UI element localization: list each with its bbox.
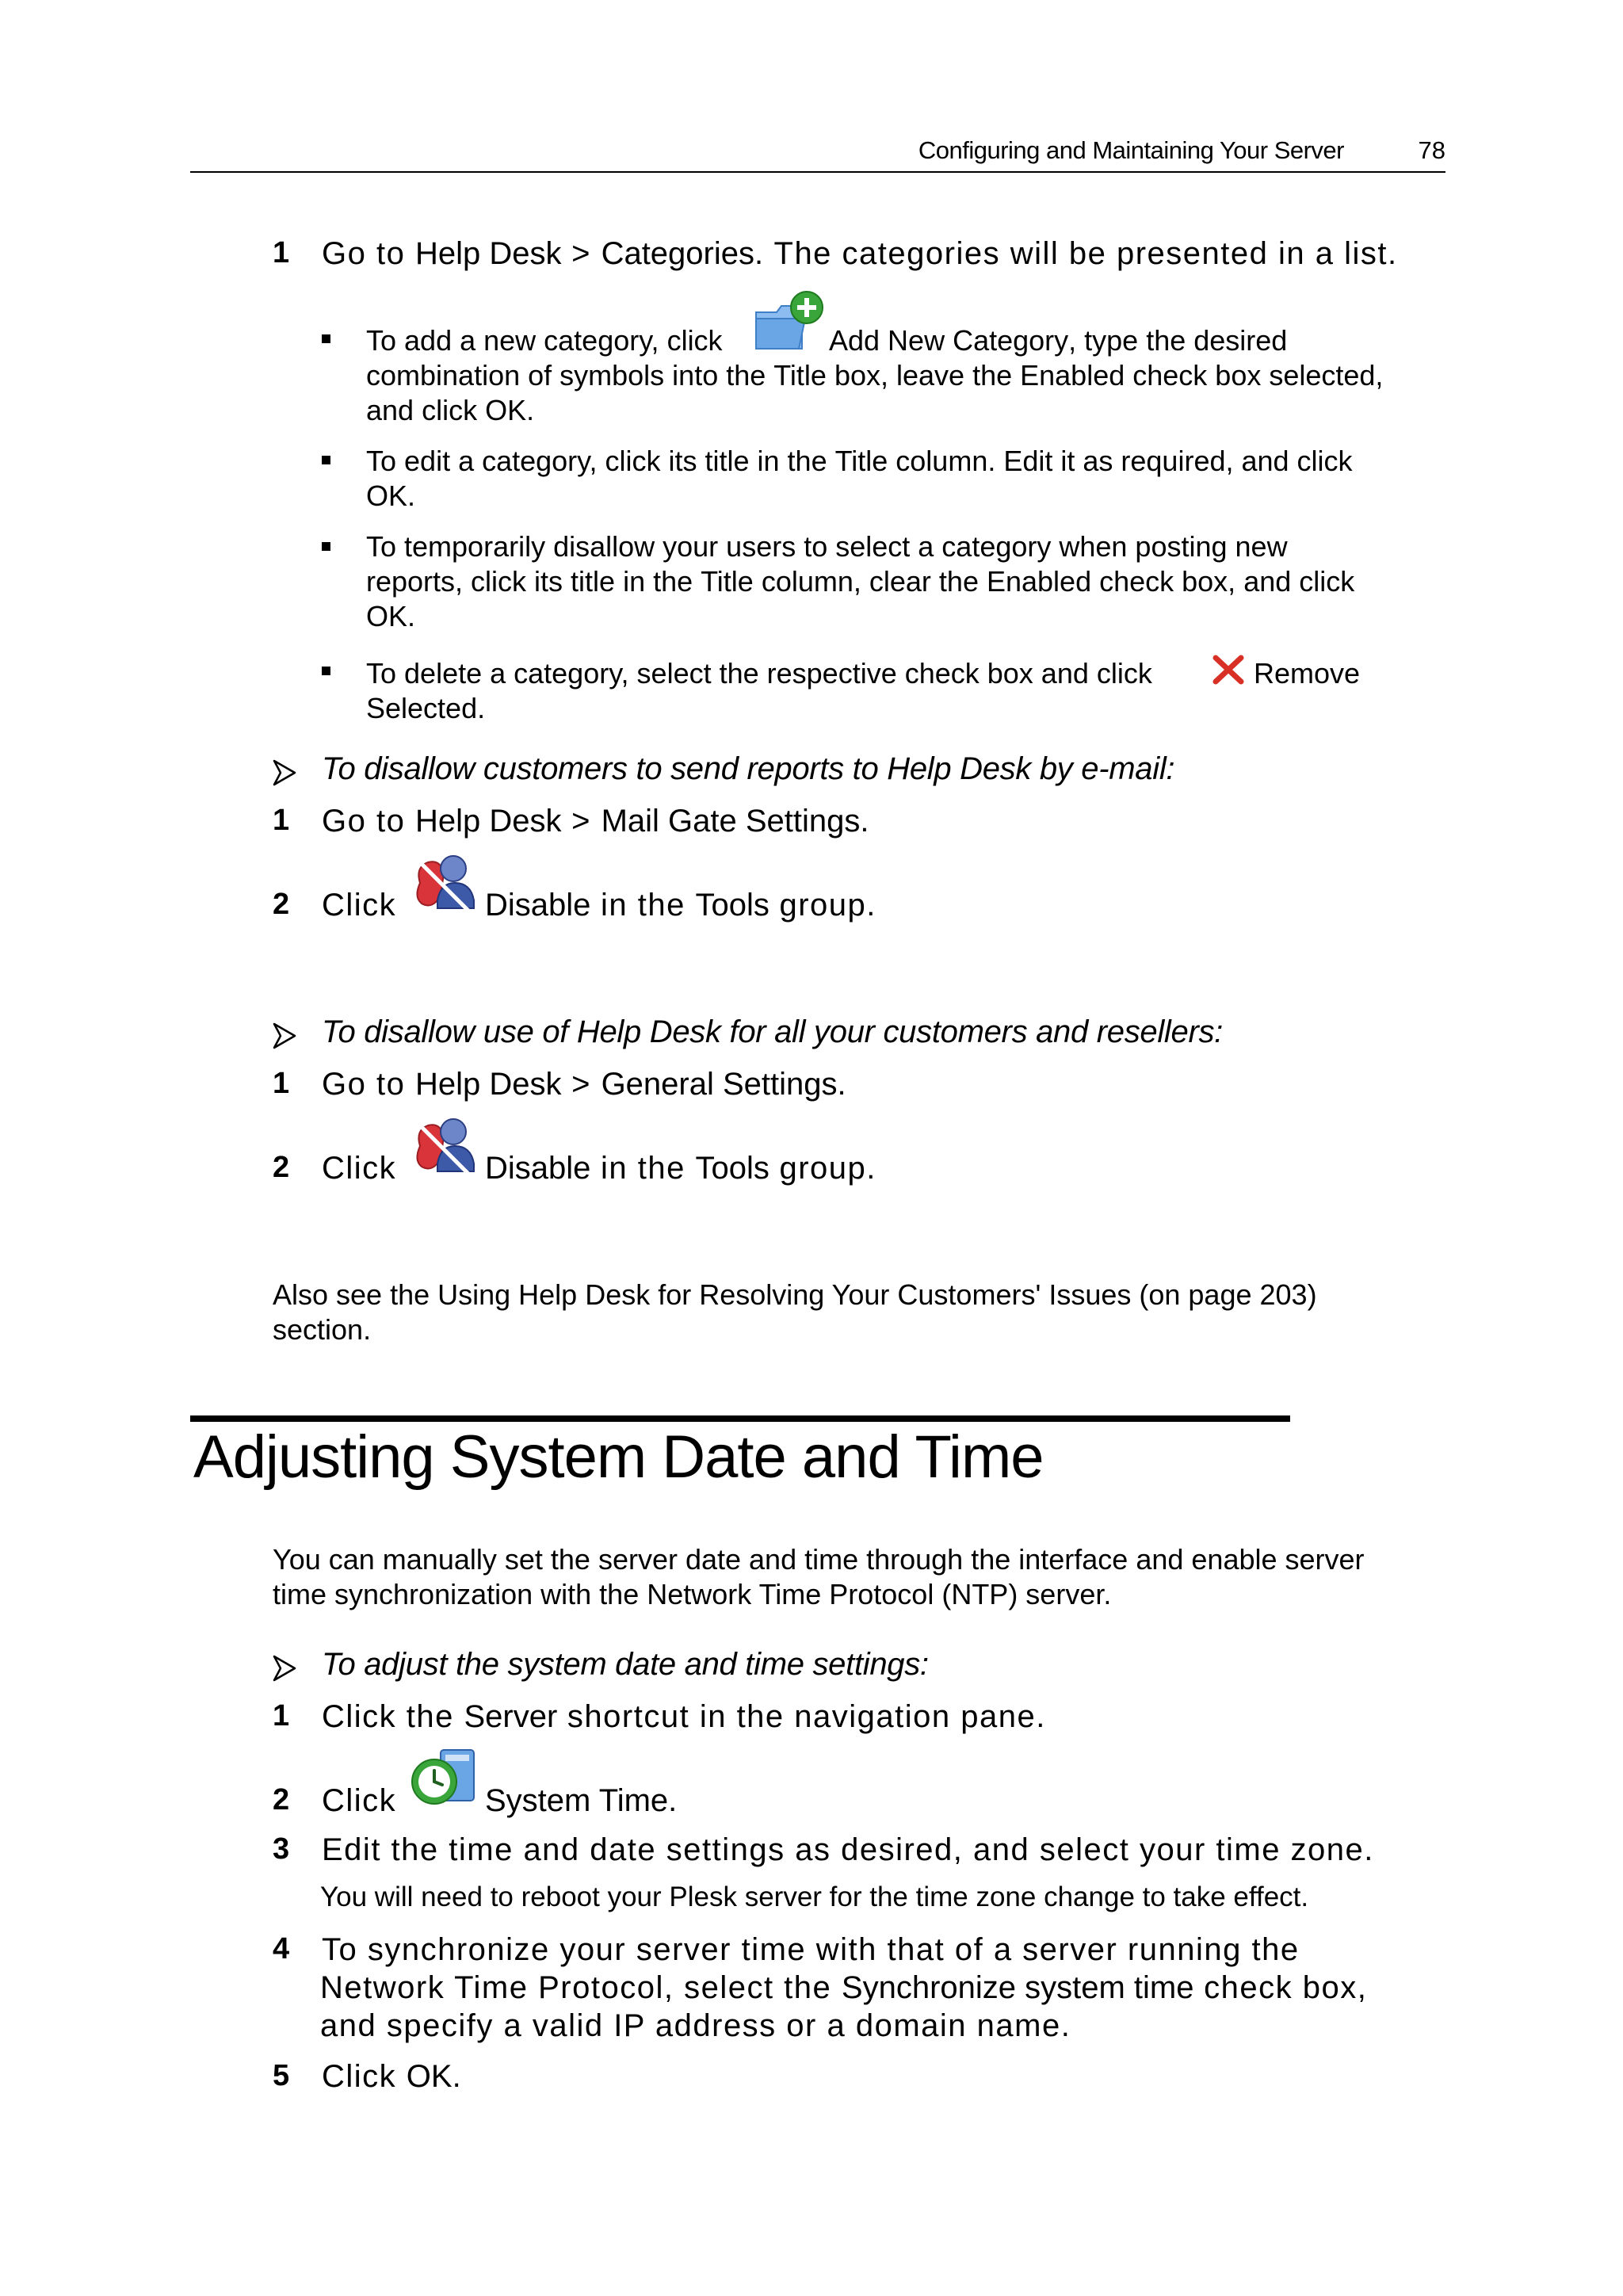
bullet-delete-line1-end bbox=[1254, 656, 1360, 691]
time-step2-text-end: System Time. bbox=[485, 1783, 678, 1818]
clock-icon bbox=[409, 1745, 480, 1813]
time-step1-text: Click the Server shortcut in the navigation pane. bbox=[322, 1699, 1046, 1734]
time-step4-line1: To synchronize your server time with that of a server running the bbox=[322, 1932, 1300, 1967]
time-step5-text: Click OK. bbox=[322, 2059, 463, 2094]
bullet-add-line2: combination of symbols into the Title box, leave the Enabled check box selected, bbox=[366, 359, 1384, 392]
bullet-add-line1-end: Add New Category, type the desired bbox=[829, 324, 1288, 357]
remove-label: Remove bbox=[1254, 657, 1361, 690]
bullet bbox=[322, 542, 330, 551]
procedure-title-email: To disallow customers to send reports to Help Desk by e-mail: bbox=[322, 751, 1175, 786]
step-number: 1 bbox=[273, 804, 290, 837]
procedure-arrow-icon bbox=[273, 1022, 296, 1049]
section-rule bbox=[190, 1415, 1290, 1422]
step-number: 2 bbox=[273, 1151, 290, 1184]
running-header bbox=[190, 136, 1445, 173]
add-folder-icon bbox=[753, 290, 826, 353]
bullet bbox=[322, 456, 330, 464]
also-see-line1 bbox=[273, 1278, 1317, 1312]
step-number: 5 bbox=[273, 2059, 290, 2092]
bullet-disallow-line3: OK. bbox=[366, 600, 416, 632]
menu-categories: Categories bbox=[601, 236, 754, 271]
section-intro-line1: You can manually set the server date and time through the interface and enable server bbox=[273, 1543, 1365, 1576]
procedure-arrow-icon bbox=[273, 759, 296, 786]
bullet-disallow-line1: To temporarily disallow your users to select a category when posting new bbox=[366, 530, 1288, 563]
bullet bbox=[322, 334, 330, 343]
time-note: You will need to reboot your Plesk server for the time zone change to take effect. bbox=[320, 1881, 1309, 1912]
bullet-edit-line1: To edit a category, click its title in the Title column. Edit it as required, and click bbox=[366, 445, 1353, 477]
disable-helpdesk-icon bbox=[409, 1114, 480, 1182]
disable-helpdesk-icon bbox=[409, 851, 480, 919]
step-number: 2 bbox=[273, 888, 290, 921]
procedure-title-all: To disallow use of Help Desk for all your customers and resellers: bbox=[322, 1014, 1223, 1049]
step-number: 1 bbox=[273, 1067, 290, 1100]
all-step2-text-start: Click bbox=[322, 1151, 397, 1186]
section-intro-line2: time synchronization with the Network Time Protocol (NTP) server. bbox=[273, 1578, 1112, 1610]
time-step3-text: Edit the time and date settings as desired, and select your time zone. bbox=[322, 1832, 1374, 1867]
step-number: 2 bbox=[273, 1783, 290, 1817]
bullet-edit-line2: OK. bbox=[366, 479, 416, 512]
bullet-delete-line2: Selected. bbox=[366, 692, 486, 724]
step-number: 1 bbox=[273, 1699, 290, 1733]
categories-step-text: Go to Help Desk > Categories. The categories will be presented in a list. bbox=[322, 236, 1398, 271]
red-x-icon bbox=[1212, 655, 1244, 685]
page-number: 78 bbox=[1418, 136, 1445, 164]
header-title: Configuring and Maintaining Your Server bbox=[918, 136, 1344, 164]
time-step2-text-start: Click bbox=[322, 1783, 397, 1818]
add-new-category-label: Add New Category bbox=[829, 324, 1069, 357]
email-step1-text: Go to Help Desk > Mail Gate Settings. bbox=[322, 804, 871, 839]
email-step2-text-end: Disable in the Tools group. bbox=[485, 888, 876, 923]
procedure-title-time: To adjust the system date and time settings: bbox=[322, 1647, 929, 1682]
step-number: 1 bbox=[273, 236, 290, 269]
step-number: 4 bbox=[273, 1932, 290, 1966]
time-step4-line3: and specify a valid IP address or a domain name. bbox=[320, 2008, 1071, 2043]
menu-help-desk: Help Desk bbox=[414, 236, 562, 271]
step-number: 3 bbox=[273, 1832, 290, 1866]
bullet bbox=[322, 667, 330, 675]
bullet-disallow-line2: reports, click its title in the Title column, clear the Enabled check box, and click bbox=[366, 565, 1355, 598]
bullet-delete-line1: To delete a category, select the respective check box and click bbox=[366, 657, 1152, 690]
all-step2-text-end: Disable in the Tools group. bbox=[485, 1151, 876, 1186]
all-step1-text: Go to Help Desk > General Settings. bbox=[322, 1067, 848, 1102]
also-see-line2: section. bbox=[273, 1313, 372, 1346]
bullet-add-line1: To add a new category, click bbox=[366, 324, 723, 357]
email-step2-text-start: Click bbox=[322, 888, 397, 923]
section-heading: Adjusting System Date and Time bbox=[193, 1423, 1044, 1491]
procedure-arrow-icon bbox=[273, 1655, 296, 1682]
also-see-link[interactable]: Also see the Using Help Desk for Resolving Your Customers' Issues (on page 203) bbox=[273, 1278, 1317, 1311]
bullet-add-line3: and click OK. bbox=[366, 394, 535, 426]
time-step4-line2: Network Time Protocol, select the Synchronize system time check box, bbox=[320, 1970, 1368, 2005]
